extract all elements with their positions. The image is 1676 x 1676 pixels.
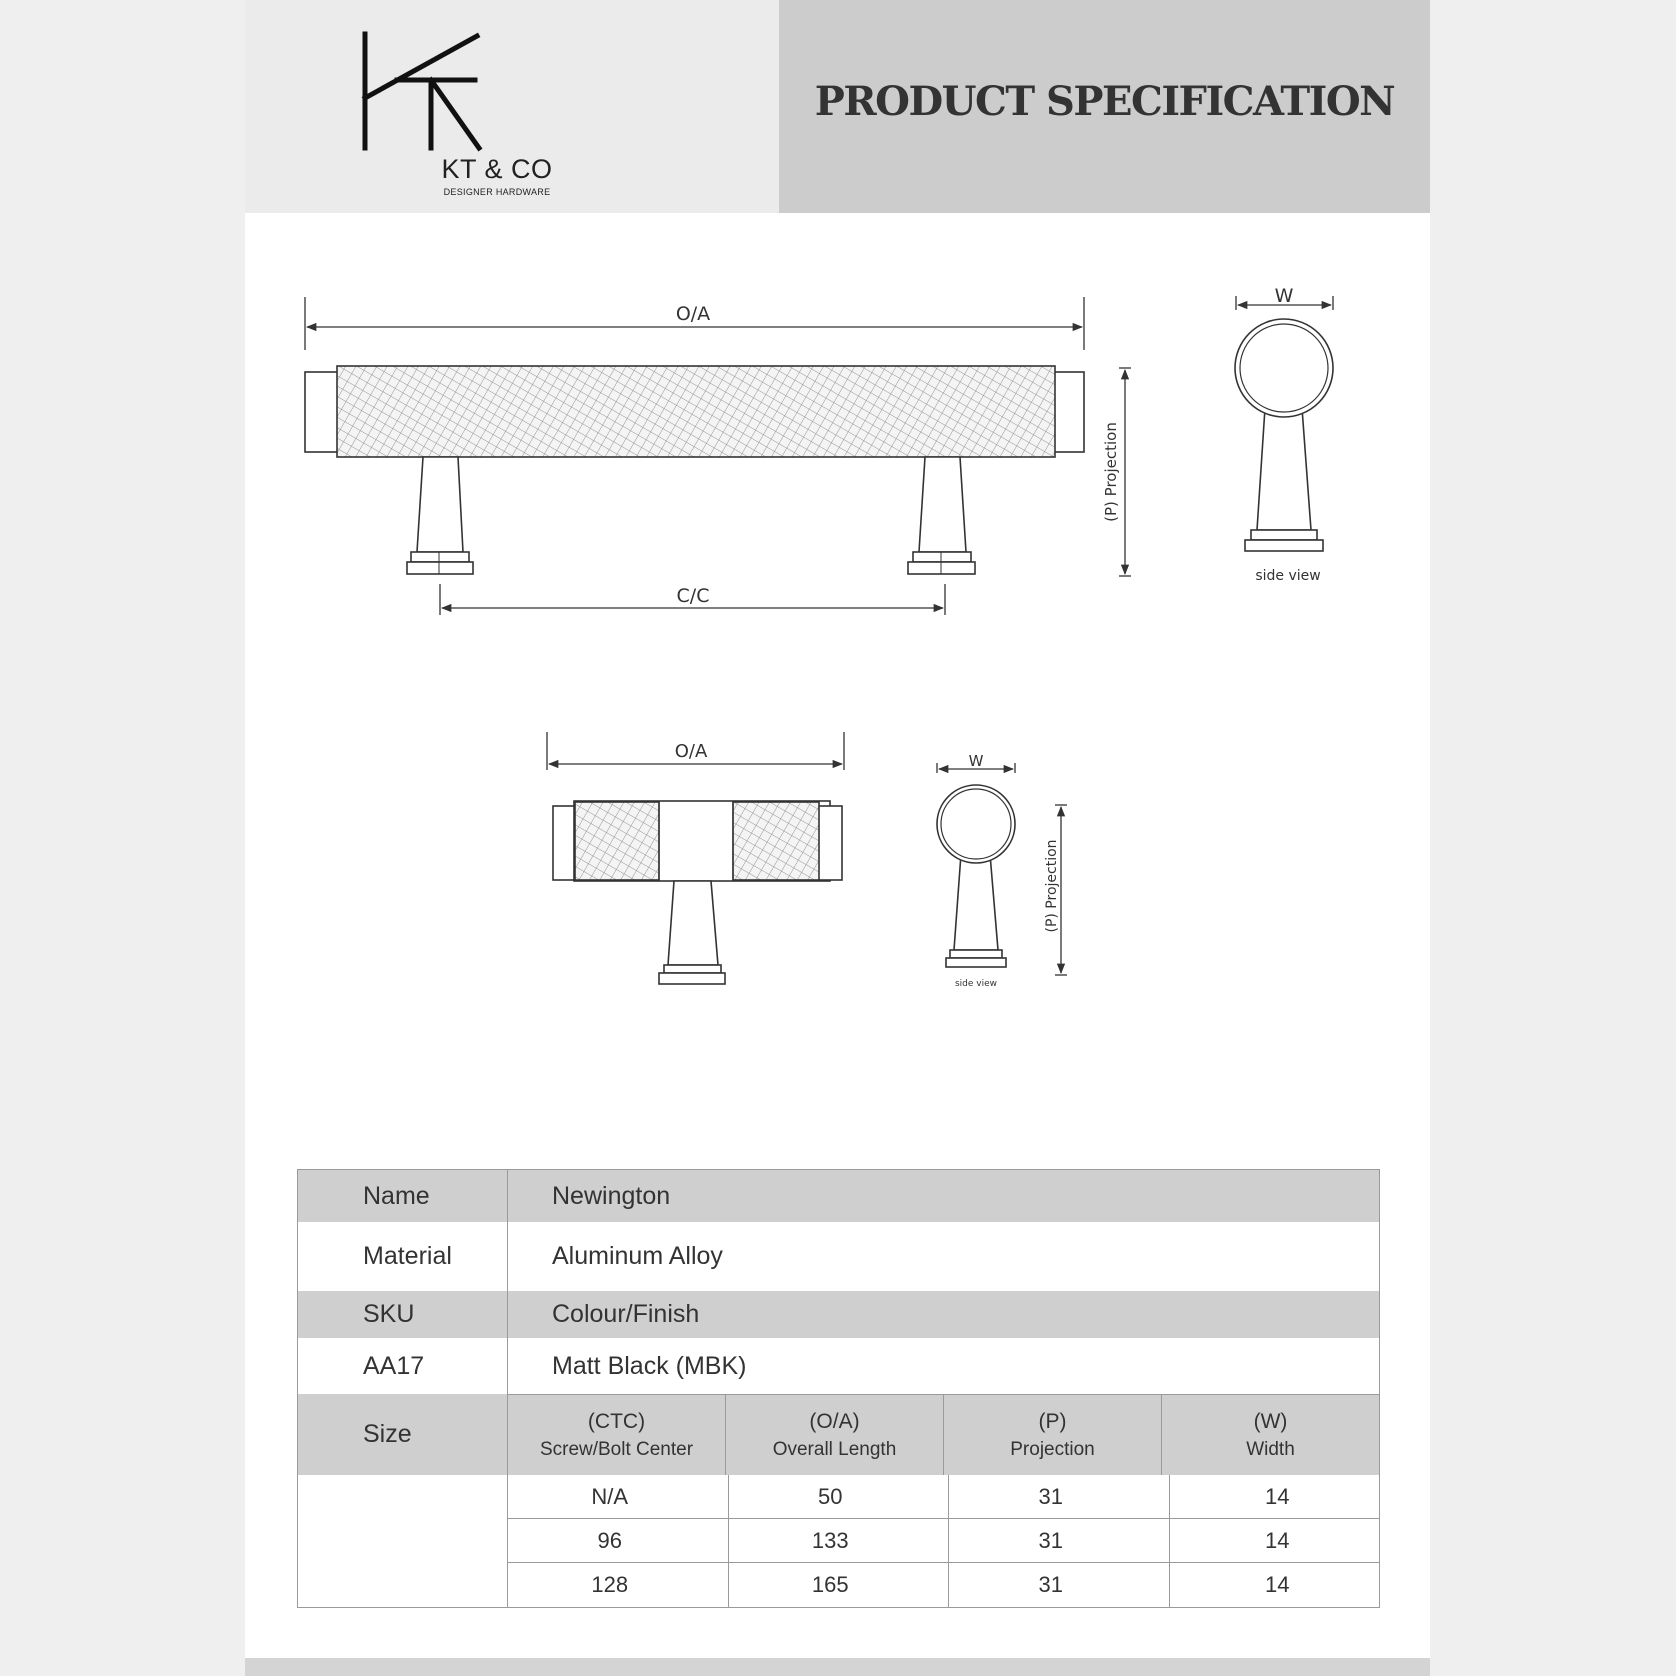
size-col-w xyxy=(1162,1395,1379,1475)
p-cell: 31 xyxy=(949,1563,1170,1607)
small-knob-side-view xyxy=(937,763,1015,967)
technical-drawings xyxy=(245,0,1430,1060)
table-row xyxy=(298,1519,1379,1563)
p-cell: 31 xyxy=(949,1519,1170,1562)
name-label: Name xyxy=(298,1170,508,1222)
size-col-name: Overall Length xyxy=(772,1439,897,1460)
footer-bar xyxy=(245,1658,1430,1676)
table-row xyxy=(298,1475,1379,1519)
size-col-ctc xyxy=(508,1395,726,1475)
size-col-code: (CTC) xyxy=(587,1410,646,1433)
ctc-cell: 96 xyxy=(508,1519,729,1562)
large-handle-front-view xyxy=(305,297,1131,615)
size-col-p xyxy=(944,1395,1162,1475)
spec-table xyxy=(297,1169,1380,1608)
brand-tagline: DESIGNER HARDWARE xyxy=(443,187,551,197)
brand-name: KT & CO xyxy=(441,154,553,184)
small-side-view-label: side view xyxy=(954,979,998,989)
small-projection-label: (P) Projection xyxy=(1044,839,1060,933)
oa-cell: 133 xyxy=(729,1519,950,1562)
blank-cell xyxy=(298,1519,508,1563)
size-label: Size xyxy=(298,1394,508,1475)
large-width-label: W xyxy=(1274,285,1294,307)
size-col-code: (O/A) xyxy=(809,1410,860,1433)
name-value: Newington xyxy=(552,1181,671,1210)
small-width-label: W xyxy=(968,752,984,770)
size-col-name: Projection xyxy=(1010,1439,1095,1460)
large-handle-side-view xyxy=(1235,296,1333,551)
large-side-view-label: side view xyxy=(1255,568,1321,584)
material-row xyxy=(298,1222,1379,1291)
w-cell: 14 xyxy=(1265,1483,1290,1509)
name-row xyxy=(298,1170,1379,1222)
size-header-row xyxy=(298,1394,1379,1475)
oa-cell: 165 xyxy=(729,1563,950,1607)
table-row xyxy=(298,1563,1379,1607)
size-col-name: Width xyxy=(1246,1439,1295,1460)
sku-header-row xyxy=(298,1291,1379,1338)
ctc-cell: N/A xyxy=(508,1475,729,1518)
material-label: Material xyxy=(298,1222,508,1291)
sku-finish: Matt Black (MBK) xyxy=(552,1351,747,1380)
large-cc-label: C/C xyxy=(676,585,710,607)
oa-cell: 50 xyxy=(729,1475,950,1518)
size-col-code: (P) xyxy=(1038,1410,1067,1433)
ctc-cell: 128 xyxy=(508,1563,729,1607)
page-title: PRODUCT SPECIFICATION xyxy=(814,78,1395,125)
blank-cell xyxy=(298,1563,508,1607)
size-columns xyxy=(508,1394,1379,1475)
large-projection-label: (P) Projection xyxy=(1102,422,1120,522)
w-cell: 14 xyxy=(1265,1572,1290,1597)
p-cell: 31 xyxy=(949,1475,1170,1518)
sku-label: SKU xyxy=(298,1291,508,1338)
spec-sheet xyxy=(245,0,1430,1676)
sku-code: AA17 xyxy=(298,1338,508,1394)
size-col-code: (W) xyxy=(1253,1410,1288,1433)
size-col-name: Screw/Bolt Center xyxy=(539,1439,694,1460)
w-cell: 14 xyxy=(1265,1527,1290,1553)
material-value: Aluminum Alloy xyxy=(552,1242,723,1270)
colour-finish-label: Colour/Finish xyxy=(552,1300,700,1328)
small-oa-label: O/A xyxy=(674,741,708,762)
size-col-oa xyxy=(726,1395,944,1475)
blank-cell xyxy=(298,1475,508,1519)
large-oa-label: O/A xyxy=(675,303,711,325)
sku-row xyxy=(298,1338,1379,1394)
